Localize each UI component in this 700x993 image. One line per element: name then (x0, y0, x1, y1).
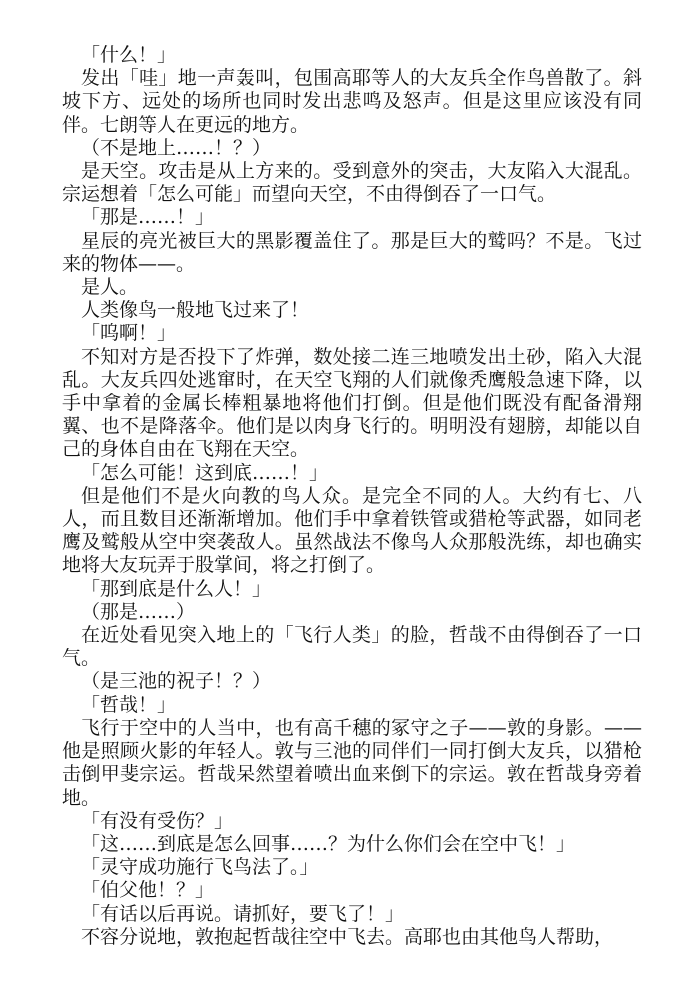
paragraph: 「怎么可能！这到底……！」 (81, 461, 329, 484)
paragraph: 「那到底是什么人！」 (81, 577, 272, 600)
paragraph: （是三池的祝子！？） (81, 670, 272, 693)
document-page (62, 44, 642, 949)
paragraph: 在近处看见突入地上的「飞行人类」的脸，哲哉不由得倒吞了一口气。 (62, 624, 642, 670)
paragraph: 不知对方是否投下了炸弹，数处接二连三地喷发出土砂，陷入大混乱。大友兵四处逃窜时，在天空飞翔的人们就像秃鹰般急速下降，以手中拿着的金属长棒粗暴地将他们打倒。但是他们既没有配备滑翔翼、也不是降落伞。他们是以肉身飞行的。明明没有翅膀，却能以自己的身体自由在飞翔在天空。 (62, 345, 642, 461)
paragraph: 「什么！」 (81, 44, 177, 66)
paragraph: 发出「哇」地一声轰叫，包围高耶等人的大友兵全作鸟兽散了。斜坡下方、远处的场所也同时发出悲鸣及怒声。但是这里应该没有同伴。七朗等人在更远的地方。 (62, 67, 642, 136)
paragraph: （那是……） (81, 600, 196, 623)
paragraph: 「呜啊！」 (81, 322, 177, 345)
paragraph: 「伯父他！？」 (81, 879, 215, 902)
paragraph: （不是地上……！？） (81, 136, 272, 159)
paragraph: 「灵守成功施行飞鸟法了。」 (81, 856, 319, 879)
paragraph: 但是他们不是火向教的鸟人众。是完全不同的人。大约有七、八人，而且数目还渐渐增加。他们手中拿着铁管或猎枪等武器，如同老鹰及鹫般从空中突袭敌人。虽然战法不像鸟人众那般洗练，却也确实地将大友玩弄于股掌间，将之打倒了。 (62, 484, 642, 577)
paragraph: 不容分说地，敦抱起哲哉往空中飞去。高耶也由其他鸟人帮助， (81, 925, 614, 948)
paragraph: 飞行于空中的人当中，也有高千穗的冢守之子——敦的身影。——他是照顾火影的年轻人。敦与三池的同伴们一同打倒大友兵，以猎枪击倒甲斐宗运。哲哉呆然望着喷出血来倒下的宗运。敦在哲哉身旁着地。 (62, 716, 642, 809)
paragraph: 人类像鸟一般地飞过来了！ (81, 299, 310, 322)
paragraph: 「有没有受伤？」 (81, 809, 234, 832)
paragraph: 是人。 (81, 276, 139, 299)
paragraph: 是天空。攻击是从上方来的。受到意外的突击，大友陷入大混乱。宗运想着「怎么可能」而望向天空，不由得倒吞了一口气。 (62, 160, 642, 206)
paragraph: 「有话以后再说。请抓好，要飞了！」 (81, 902, 405, 925)
paragraph: 星辰的亮光被巨大的黑影覆盖住了。那是巨大的鹫吗？不是。飞过来的物体——。 (62, 229, 642, 275)
paragraph: 「那是……！」 (81, 206, 215, 229)
paragraph: 「哲哉！」 (81, 693, 177, 716)
paragraph: 「这……到底是怎么回事……？为什么你们会在空中飞！」 (81, 832, 576, 855)
